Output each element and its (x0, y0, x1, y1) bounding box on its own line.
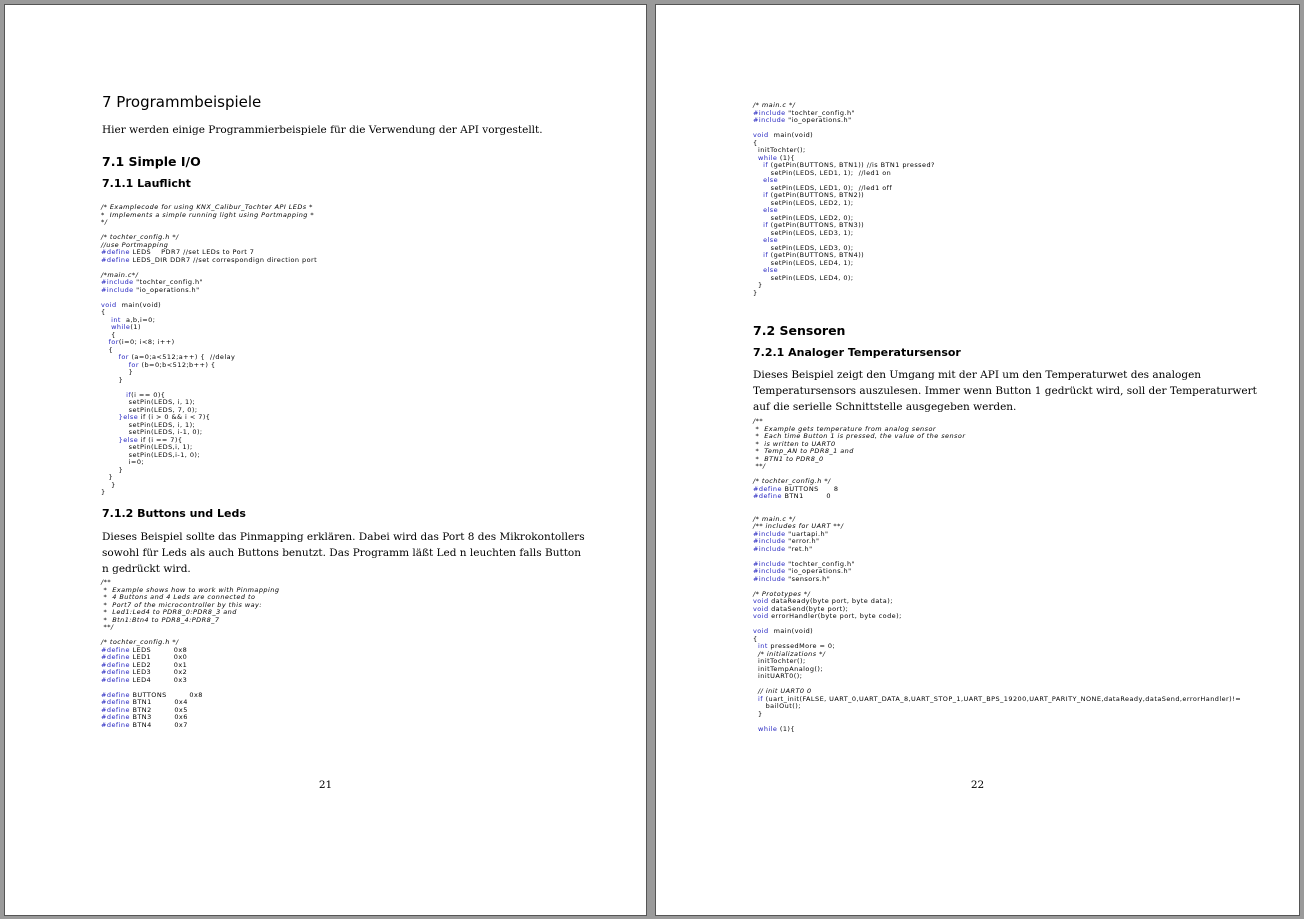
code-line: **/ (753, 462, 766, 470)
code-line: void main(void) (753, 131, 814, 139)
code-line: { (101, 330, 116, 339)
code-line: setPin(LEDS, LED1, 0); //led1 off (753, 183, 893, 192)
code-line: if (getPin(BUTTONS, BTN3)) (763, 221, 865, 229)
code-line: * Port7 of the microcontroller by this way: (101, 600, 262, 609)
code-line: void main(void) (753, 627, 814, 635)
code-line: #define LEDS 0x8 (101, 645, 188, 654)
code-line (753, 718, 1241, 726)
code-line: #define BTN4 0x7 (101, 720, 188, 729)
code-line: #define BUTTONS 8 (753, 484, 839, 493)
code-line: * 4 Buttons and 4 Leds are connected to (101, 593, 256, 601)
code-line: setPin(LEDS, 7, 0); (101, 405, 198, 414)
code-line: #define BTN2 0x5 (101, 705, 188, 714)
code-line: /** (753, 417, 764, 425)
code-line: #define LEDS_DIR DDR7 //set correspondign direction port (101, 255, 318, 264)
code-line: } (753, 709, 763, 718)
code-line: } (101, 488, 106, 496)
code-line: } (101, 465, 124, 474)
code-line: i=0; (101, 458, 145, 466)
code-line: #define LED2 0x1 (101, 660, 188, 669)
code-line: /*main.c*/ (101, 270, 139, 279)
code-line: #define LED4 0x3 (101, 675, 188, 684)
code-line: void dataSend(byte port); (753, 604, 849, 613)
code-line: } (753, 281, 763, 289)
paragraph-line: n gedrückt wird. (102, 563, 191, 575)
subsubsection-heading-lauflicht: 7.1.1 Lauflicht (102, 177, 191, 190)
code-line: /* tochter_config.h */ (101, 233, 179, 241)
code-line: * Example shows how to work with Pinmapping (101, 585, 280, 594)
document-page-left (4, 4, 647, 916)
code-line: // init UART0 0 (753, 687, 812, 695)
code-line: /* main.c */ (753, 514, 796, 523)
paragraph-line: Dieses Beispiel zeigt den Umgang mit der API um den Temperaturwet des analogen (753, 369, 1202, 381)
subsection-heading-simple-io: 7.1 Simple I/O (102, 154, 201, 169)
code-line: setPin(LEDS, LED1, 1); //led1 on (753, 168, 892, 177)
code-line: setPin(LEDS, LED4, 0); (753, 273, 854, 282)
document-page-right (655, 4, 1300, 916)
code-line: { (753, 634, 758, 643)
code-line: #include "tochter_config.h" (753, 108, 855, 117)
code-line: #define BTN1 0 (753, 492, 831, 500)
code-line: void errorHandler(byte port, byte code); (753, 612, 902, 620)
code-line: if (getPin(BUTTONS, BTN4)) (763, 251, 865, 259)
code-line: #include "ret.h" (753, 544, 813, 553)
code-line: setPin(LEDS, LED3, 1); (753, 228, 854, 237)
code-line: } (101, 480, 116, 489)
code-line (753, 621, 1241, 629)
code-line: }else if (i == 7){ (118, 435, 183, 444)
code-line: void dataReady(byte port, byte data); (753, 597, 893, 605)
code-line: setPin(LEDS,i-1, 0); (101, 450, 201, 459)
paragraph-analog-sensor (753, 367, 1257, 415)
code-line: initUART0(); (753, 672, 803, 680)
code-line: void main(void) (101, 300, 162, 309)
subsubsection-heading-buttons-leds: 7.1.2 Buttons und Leds (102, 507, 246, 520)
code-line: * Each time Button 1 is pressed, the value of the sensor (753, 432, 966, 440)
code-block-main (753, 102, 935, 297)
code-line: #include "tochter_config.h" (753, 559, 855, 568)
code-line: initTochter(); (753, 146, 806, 154)
code-line: setPin(LEDS, LED2, 1); (753, 198, 854, 207)
code-line: setPin(LEDS,i, 1); (101, 443, 193, 451)
code-line: #define BTN3 0x6 (101, 713, 188, 721)
code-line: if (getPin(BUTTONS, BTN2)) (763, 191, 865, 199)
code-line: #define LEDS PDR7 //set LEDs to Port 7 (101, 248, 255, 256)
code-line (753, 501, 1241, 509)
code-line: for(i=0; i<8; i++) (108, 338, 175, 346)
code-line: else (763, 176, 779, 184)
paragraph-line: sowohl für Leds als auch Buttons benutzt. Das Programm läßt Led n leuchten falls Button (102, 547, 581, 559)
code-line: } (101, 473, 114, 481)
code-line: #include "io_operations.h" (753, 567, 852, 575)
code-line: #define LED1 0x0 (101, 653, 188, 661)
code-line: #define BUTTONS 0x8 (101, 690, 203, 699)
code-block-buttons (101, 579, 279, 729)
code-line: /** includes for UART **/ (753, 522, 844, 530)
code-line: * Btn1:Btn4 to PDR8_4:PDR8_7 (101, 615, 220, 624)
code-line: } (753, 288, 758, 297)
code-line: initTempAnalog(); (753, 664, 824, 673)
code-line: #define LED3 0x2 (101, 668, 188, 676)
code-line: * is written to UART0 (753, 439, 836, 448)
code-line: #include "uartapi.h" (753, 529, 829, 538)
code-line: else (763, 266, 779, 274)
code-line: setPin(LEDS, LED3, 0); (753, 243, 854, 252)
intro-paragraph: Hier werden einige Programmierbeispiele für die Verwendung der API vorgestellt. (102, 124, 543, 136)
code-line: } (101, 368, 134, 376)
code-line: while (1){ (758, 153, 796, 162)
code-line: * BTN1 to PDR8_0 (753, 454, 824, 463)
code-line: /* Prototypes */ (753, 589, 811, 598)
code-line: while(1) (111, 323, 141, 331)
code-line: else (763, 236, 779, 244)
subsection-heading-sensoren: 7.2 Sensoren (753, 323, 846, 338)
code-line: { (101, 345, 114, 354)
code-line: if(i == 0){ (126, 390, 166, 399)
code-line: * Implements a simple running light using Portmapping * (101, 210, 315, 219)
code-line: int pressedMore = 0; (758, 642, 836, 650)
code-line: if (getPin(BUTTONS, BTN1)) //is BTN1 pressed? (763, 161, 935, 169)
code-line (753, 583, 1241, 591)
code-line: #define BTN1 0x4 (101, 698, 188, 706)
code-line: #include "error.h" (753, 537, 820, 545)
code-line: /* tochter_config.h */ (753, 477, 831, 485)
code-line: //use Portmapping (101, 240, 169, 249)
code-line: }else if (i > 0 && i < 7){ (118, 413, 211, 421)
code-line: initTochter(); (753, 657, 806, 665)
paragraph-line: Temperatursensors auszulesen. Immer wenn Button 1 gedrückt wird, soll der Temperaturwert (753, 385, 1257, 397)
subsubsection-heading-analog-sensor: 7.2.1 Analoger Temperatursensor (753, 346, 961, 359)
section-heading-programmbeispiele: 7 Programmbeispiele (102, 93, 262, 111)
code-line: #include "sensors.h" (753, 574, 831, 583)
code-line (753, 508, 1241, 516)
code-line: int a,b,i=0; (111, 315, 156, 324)
code-line: setPin(LEDS, i-1, 0); (101, 428, 203, 436)
page-number: 22 (970, 779, 985, 791)
paragraph-buttons (102, 529, 585, 577)
code-line: #include "io_operations.h" (101, 285, 200, 294)
code-line: /* tochter_config.h */ (101, 638, 179, 646)
code-line: setPin(LEDS, LED4, 1); (753, 258, 854, 267)
code-line: /* Examplecode for using KNX_Calibur_Tochter API LEDs * (101, 203, 313, 211)
code-line: /** (101, 578, 112, 586)
code-line: **/ (101, 623, 114, 631)
code-line: setPin(LEDS, i, 1); (101, 420, 196, 429)
code-line: if (uart_init(FALSE, UART_0,UART_DATA_8,UART_STOP_1,UART_BPS_19200,UART_PARITY_NONE,dataReady,dataSend,errorHandler)!= (758, 694, 1242, 703)
code-line: else (763, 206, 779, 214)
code-block-sensor (753, 418, 1241, 733)
code-line: #include "io_operations.h" (753, 116, 852, 124)
code-line (753, 681, 1241, 689)
code-line: setPin(LEDS, i, 1); (101, 398, 196, 406)
code-line: * Example gets temperature from analog sensor (753, 424, 936, 433)
code-line: * Temp_AN to PDR8_1 and (753, 447, 854, 455)
code-line: bailOut(); (753, 702, 801, 710)
code-line: /* initializations */ (753, 649, 826, 658)
code-line: for (b=0;b<512;b++) { (128, 360, 216, 369)
code-line: } (101, 375, 124, 384)
code-line: { (753, 138, 758, 147)
code-line: * Led1:Led4 to PDR8_0:PDR8_3 and (101, 608, 237, 616)
code-line: */ (101, 218, 108, 226)
code-line: setPin(LEDS, LED2, 0); (753, 213, 854, 222)
code-block-lauflicht (101, 204, 317, 497)
page-number: 21 (318, 779, 333, 791)
code-line: for (a=0;a<512;a++) { //delay (118, 353, 236, 361)
code-line: /* main.c */ (753, 101, 796, 109)
code-line: while (1){ (758, 724, 796, 733)
code-line: { (101, 308, 106, 316)
paragraph-line: auf die serielle Schnittstelle ausgegeben werden. (753, 401, 1017, 413)
code-line: #include "tochter_config.h" (101, 278, 203, 286)
paragraph-line: Dieses Beispiel sollte das Pinmapping erklären. Dabei wird das Port 8 des Mikrokontollers (102, 531, 585, 543)
